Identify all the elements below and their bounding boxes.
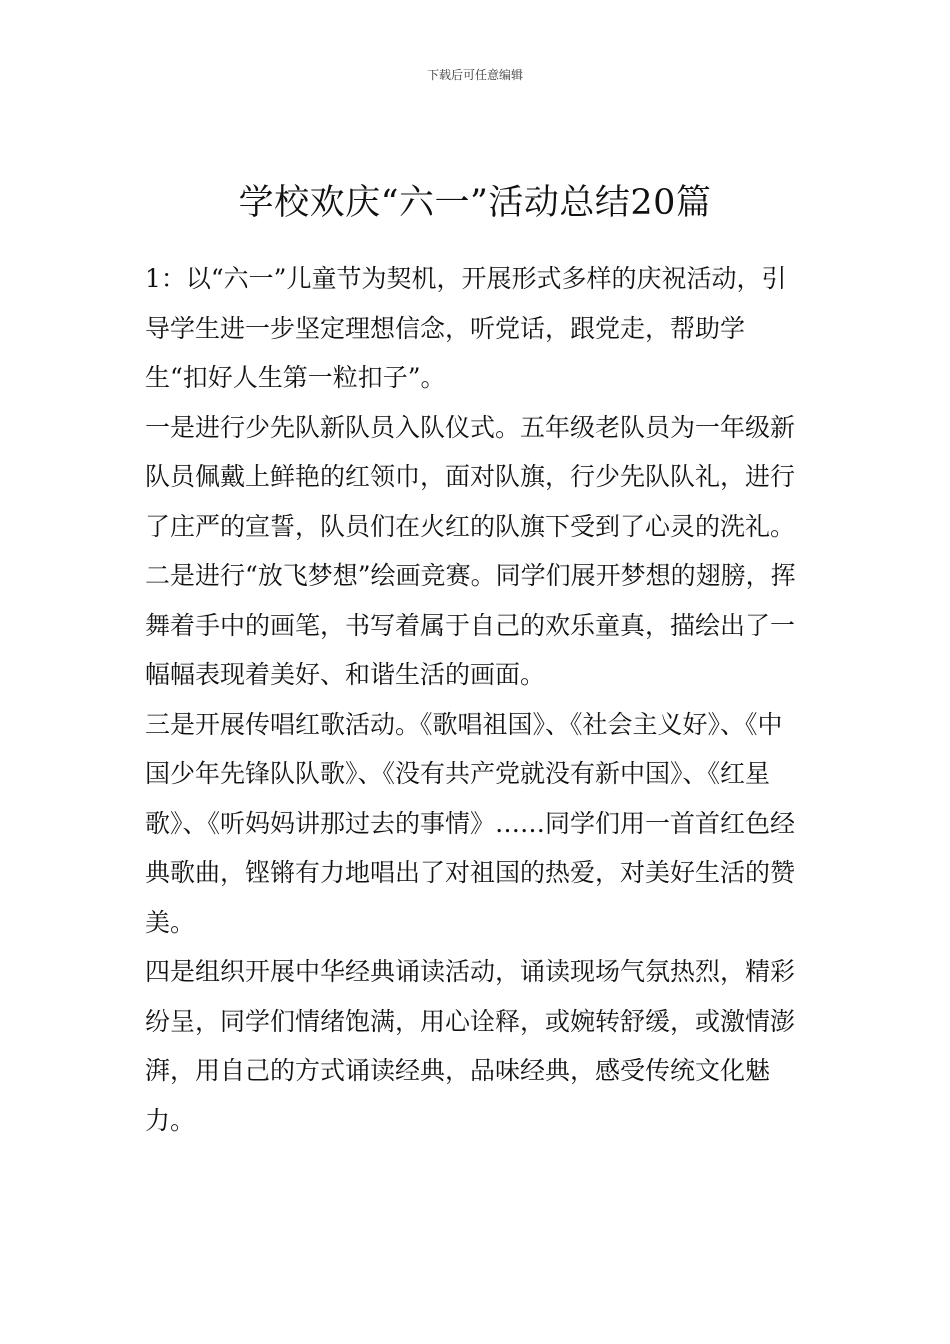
paragraph-5: 四是组织开展中华经典诵读活动，诵读现场气氛热烈，精彩纷呈，同学们情绪饱满，用心诠释，或婉转舒缓，或激情澎湃，用自己的方式诵读经典，品味经典，感受传统文化魅力。 [145,957,796,1135]
document-title: 学校欢庆“六一”活动总结20篇 [238,183,712,223]
paragraph-1: 1：以“六一”儿童节为契机，开展形式多样的庆祝活动，引导学生进一步坚定理想信念，听党话，跟党走，帮助学生“扣好人生第一粒扣子”。 [145,264,787,392]
header-note: 下载后可任意编辑 [426,68,523,82]
paragraph-2: 一是进行少先队新队员入队仪式。五年级老队员为一年级新队员佩戴上鲜艳的红领巾，面对队旗，行少先队队礼，进行了庄严的宣誓，队员们在火红的队旗下受到了心灵的洗礼。 [145,412,796,541]
paragraph-3: 二是进行“放飞梦想”绘画竞赛。同学们展开梦想的翅膀，挥舞着手中的画笔，书写着属于自己的欢乐童真，描绘出了一幅幅表现着美好、和谐生活的画面。 [145,561,796,689]
paragraph-4: 三是开展传唱红歌活动。《歌唱祖国》、《社会主义好》、《中国少年先锋队队歌》、《没有共产党就没有新中国》、《红星歌》、《听妈妈讲那过去的事情》……同学们用一首首红色经典歌曲，铿锵有力地唱出了对祖国的热爱，对美好生活的赞美。 [145,709,796,937]
document-body [145,254,805,1145]
